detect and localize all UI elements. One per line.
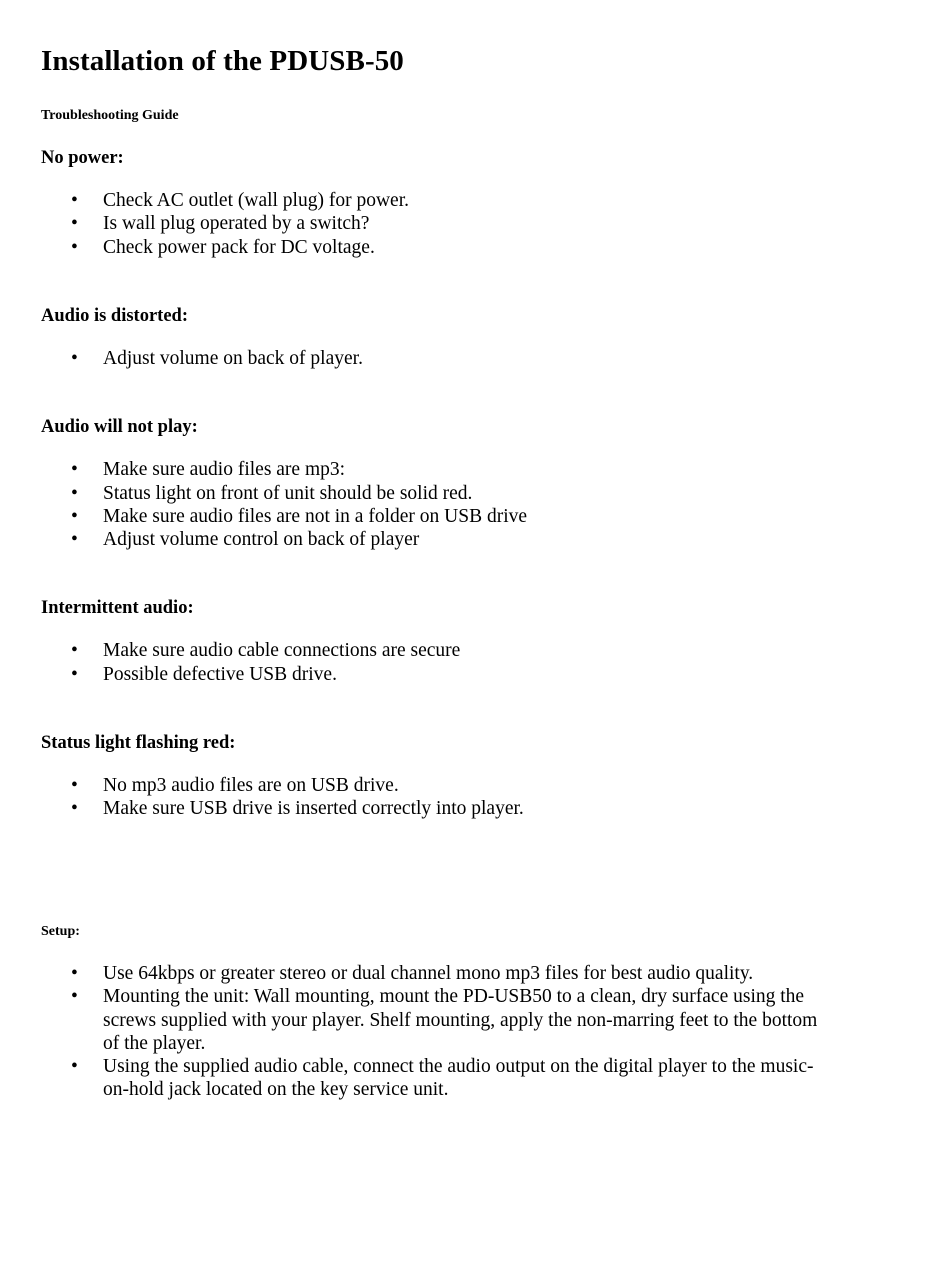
list-item-text: Make sure audio cable connections are secure	[103, 640, 461, 662]
setup-list	[41, 962, 831, 1101]
list-item-text: Possible defective USB drive.	[103, 663, 337, 685]
bullet-icon: •	[71, 798, 78, 820]
list-item-text: Make sure USB drive is inserted correctly into player.	[103, 798, 524, 820]
bullet-icon: •	[71, 505, 78, 527]
spacer	[41, 438, 831, 458]
spacer	[41, 551, 831, 597]
list-item	[41, 962, 831, 985]
list-item-text: Status light on front of unit should be solid red.	[103, 482, 473, 504]
spacer	[41, 941, 831, 962]
list-item	[41, 774, 831, 797]
list-item	[41, 236, 831, 259]
document-body	[41, 40, 831, 1101]
section-bullet-list	[41, 458, 831, 551]
spacer	[41, 370, 831, 416]
list-item	[41, 505, 831, 528]
bullet-icon: •	[71, 529, 78, 550]
bullet-icon: •	[71, 774, 78, 796]
spacer	[41, 686, 831, 732]
list-item	[41, 985, 831, 1055]
list-item-text: Adjust volume on back of player.	[103, 348, 363, 369]
section-heading: Audio will not play:	[41, 417, 198, 438]
list-item-text: Check power pack for DC voltage.	[103, 236, 375, 258]
list-item	[41, 189, 831, 212]
section-bullet-list	[41, 639, 831, 685]
list-item-text: Check AC outlet (wall plug) for power.	[103, 190, 409, 212]
list-item-text: No mp3 audio files are on USB drive.	[103, 774, 399, 796]
list-item-text: Mounting the unit: Wall mounting, mount the PD-USB50 to a clean, dry surface using the screws supplied with your player. Shelf mounting, apply the non-marring feet to the bottom of the player.	[103, 986, 818, 1054]
spacer	[41, 169, 831, 189]
section-bullet-list	[41, 189, 831, 259]
bullet-icon: •	[71, 640, 78, 662]
list-item	[41, 1055, 831, 1101]
section-heading: Audio is distorted:	[41, 305, 188, 326]
bullet-icon: •	[71, 482, 78, 504]
bullet-icon: •	[71, 663, 78, 685]
spacer	[41, 619, 831, 639]
setup-heading: Setup:	[41, 924, 80, 940]
list-item	[41, 797, 831, 820]
bullet-icon: •	[71, 213, 78, 235]
page-title: Installation of the PDUSB-50	[41, 45, 404, 77]
section-heading: Intermittent audio:	[41, 598, 194, 619]
troubleshooting-sections	[41, 147, 831, 820]
bullet-icon: •	[71, 459, 78, 481]
document-subtitle: Troubleshooting Guide	[41, 108, 179, 124]
section-heading: No power:	[41, 148, 124, 169]
list-item-text: Make sure audio files are mp3:	[103, 459, 346, 481]
bullet-icon: •	[71, 190, 78, 212]
spacer	[41, 78, 831, 108]
list-item-text: Use 64kbps or greater stereo or dual channel mono mp3 files for best audio quality.	[103, 963, 754, 985]
spacer	[41, 125, 831, 147]
bullet-icon: •	[71, 986, 78, 1008]
spacer	[41, 327, 831, 347]
list-item	[41, 212, 831, 235]
list-item	[41, 482, 831, 505]
section-bullet-list	[41, 774, 831, 820]
spacer	[41, 754, 831, 774]
list-item-text: Using the supplied audio cable, connect the audio output on the digital player to the music-on-hold jack located on the key service unit.	[103, 1056, 814, 1101]
list-item	[41, 528, 831, 551]
spacer	[41, 820, 831, 924]
bullet-icon: •	[71, 236, 78, 258]
list-item-text: Is wall plug operated by a switch?	[103, 213, 370, 235]
list-item	[41, 347, 831, 370]
list-item-text: Adjust volume control on back of player	[103, 529, 420, 550]
bullet-icon: •	[71, 1056, 78, 1077]
bullet-icon: •	[71, 963, 78, 985]
list-item	[41, 663, 831, 686]
bullet-icon: •	[71, 348, 78, 369]
section-bullet-list	[41, 347, 831, 370]
section-heading: Status light flashing red:	[41, 732, 236, 753]
spacer	[41, 259, 831, 305]
list-item	[41, 458, 831, 481]
list-item	[41, 639, 831, 662]
list-item-text: Make sure audio files are not in a folder on USB drive	[103, 505, 528, 527]
